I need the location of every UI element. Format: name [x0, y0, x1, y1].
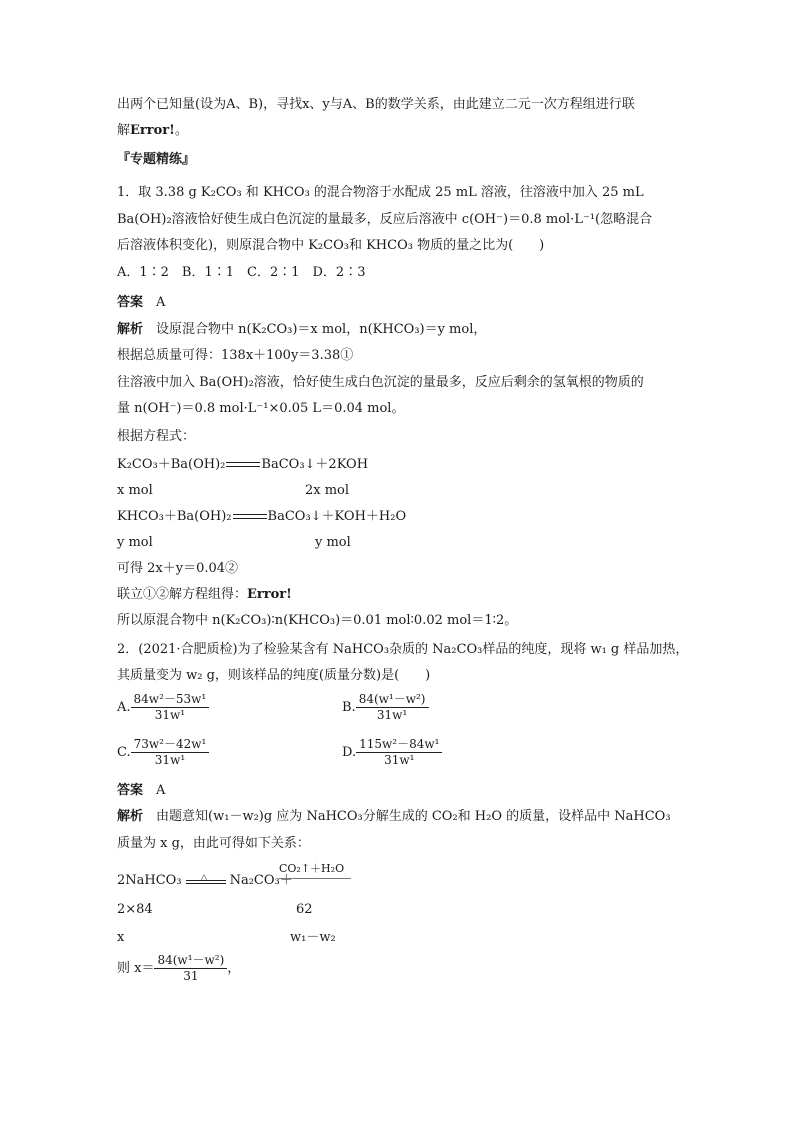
error-marker: Error!	[247, 587, 292, 602]
rx-mid: Na₂CO₃＋	[229, 873, 293, 888]
fraction	[154, 953, 227, 984]
rx-brace-products: CO₂↑＋H₂O	[279, 862, 345, 875]
eq1-left: K₂CO₃＋Ba(OH)₂	[117, 457, 226, 472]
q2-option-a	[117, 692, 209, 723]
answer-value: A	[156, 783, 166, 798]
fraction	[131, 737, 210, 768]
option-label: D.	[342, 744, 357, 760]
q2-result	[117, 953, 240, 984]
q1-analysis-line-3: 往溶液中加入 Ba(OH)₂溶液，恰好使生成白色沉淀的量最多，反应后剩余的氢氧根的物质的	[117, 375, 644, 390]
fraction-denominator: 31w¹	[356, 707, 429, 723]
q1-analysis-line-5: 根据方程式：	[117, 429, 196, 444]
q1-answer	[117, 293, 165, 313]
fraction	[356, 692, 429, 723]
result-suffix: ，	[227, 960, 241, 976]
fraction-numerator: 84(w¹－w²)	[358, 692, 426, 706]
analysis-line-7-text: 联立①②解方程组得：	[117, 587, 248, 602]
eq1-right: BaCO₃↓＋2KOH	[261, 457, 369, 472]
q1-eq2-row-a: y mol	[117, 535, 153, 550]
q2-option-b	[342, 692, 429, 723]
q2-analysis-line-2: 质量为 x g，由此可得如下关系：	[117, 836, 310, 851]
q1-analysis-line-7	[117, 585, 292, 605]
intro-line-2-text: 解	[117, 123, 131, 138]
fraction-numerator: 84(w¹－w²)	[157, 953, 225, 967]
heat-symbol: △	[200, 872, 208, 883]
answer-label: 答案	[117, 295, 144, 310]
q2-line-2: 其质量变为 w₂ g，则该样品的纯度(质量分数)是( )	[117, 668, 431, 683]
rx-left: 2NaHCO₃	[117, 873, 182, 888]
q2-row-2-a: x	[117, 930, 125, 945]
fraction-denominator: 31w¹	[131, 752, 210, 768]
q1-line-2: Ba(OH)₂溶液恰好使生成白色沉淀的量最多，反应后溶液中 c(OH⁻)＝0.8 mol·L⁻¹(忽略混合	[117, 212, 653, 227]
q1-equation-1	[117, 455, 368, 475]
q1-eq2-row-b: y mol	[315, 535, 351, 550]
q1-analysis-line-2: 根据总质量可得：138x＋100y＝3.38①	[117, 348, 354, 363]
result-prefix: 则 x＝	[117, 960, 155, 976]
q1-analysis-line-4: 量 n(OH⁻)＝0.8 mol·L⁻¹×0.05 L＝0.04 mol。	[117, 401, 405, 416]
brace-line	[279, 878, 351, 879]
q1-analysis-line-1	[117, 320, 486, 340]
fraction-numerator: 115w²－84w¹	[359, 737, 440, 751]
option-label: A.	[117, 699, 131, 715]
analysis-label: 解析	[117, 809, 144, 824]
q2-answer	[117, 781, 165, 801]
intro-line-2-end: 。	[174, 123, 188, 138]
q2-analysis-line-1	[117, 807, 671, 827]
answer-label: 答案	[117, 783, 144, 798]
option-label: B.	[342, 699, 356, 715]
fraction-numerator: 73w²－42w¹	[133, 737, 207, 751]
analysis-label: 解析	[117, 322, 144, 337]
fraction-denominator: 31	[154, 968, 227, 984]
fraction-denominator: 31w¹	[356, 752, 442, 768]
answer-value: A	[156, 295, 166, 310]
q1-eq1-row-a: x mol	[117, 483, 153, 498]
heat-arrow-icon	[186, 872, 226, 890]
q2-row-1-b: 62	[296, 902, 313, 917]
q1-eq1-row-b: 2x mol	[305, 483, 350, 498]
eq2-right: BaCO₃↓＋KOH＋H₂O	[267, 509, 407, 524]
q1-line-1: 1．取 3.38 g K₂CO₃ 和 KHCO₃ 的混合物溶于水配成 25 mL 溶液，往溶液中加入 25 mL	[117, 185, 644, 200]
q1-equation-2	[117, 507, 406, 527]
equals-sign-icon	[233, 512, 267, 522]
q2-option-d	[342, 737, 442, 768]
fraction-numerator: 84w²－53w¹	[133, 692, 207, 706]
section-heading: 『专题精练』	[117, 152, 196, 167]
fraction	[356, 737, 442, 768]
q2-line-1: 2．(2021·合肥质检)为了检验某含有 NaHCO₃杂质的 Na₂CO₃样品的纯度，现将 w₁ g 样品加热，	[117, 642, 689, 657]
q2-row-1-a: 2×84	[117, 902, 153, 917]
fraction	[131, 692, 210, 723]
q1-line-3: 后溶液体积变化)，则原混合物中 K₂CO₃和 KHCO₃ 物质的量之比为( )	[117, 238, 545, 253]
equals-sign-icon	[226, 460, 260, 470]
error-marker: Error!	[130, 123, 175, 138]
q1-analysis-line-8: 所以原混合物中 n(K₂CO₃)∶n(KHCO₃)＝0.01 mol∶0.02 mol＝1∶2。	[117, 613, 518, 628]
analysis-text: 由题意知(w₁－w₂)g 应为 NaHCO₃分解生成的 CO₂和 H₂O 的质量，设样品中 NaHCO₃	[156, 809, 671, 824]
eq2-left: KHCO₃＋Ba(OH)₂	[117, 509, 232, 524]
q2-reaction	[117, 871, 293, 891]
intro-line-1: 出两个已知量(设为A、B)，寻找x、y与A、B的数学关系，由此建立二元一次方程组进行联	[117, 97, 635, 112]
q1-options: A．1∶2 B．1∶1 C．2∶1 D．2∶3	[117, 265, 366, 280]
q2-row-2-b: w₁－w₂	[290, 930, 336, 945]
analysis-text: 设原混合物中 n(K₂CO₃)＝x mol，n(KHCO₃)＝y mol，	[156, 322, 487, 337]
fraction-denominator: 31w¹	[131, 707, 210, 723]
option-label: C.	[117, 744, 131, 760]
q2-option-c	[117, 737, 209, 768]
q1-analysis-line-6: 可得 2x＋y＝0.04②	[117, 561, 239, 576]
intro-line-2	[117, 121, 188, 141]
